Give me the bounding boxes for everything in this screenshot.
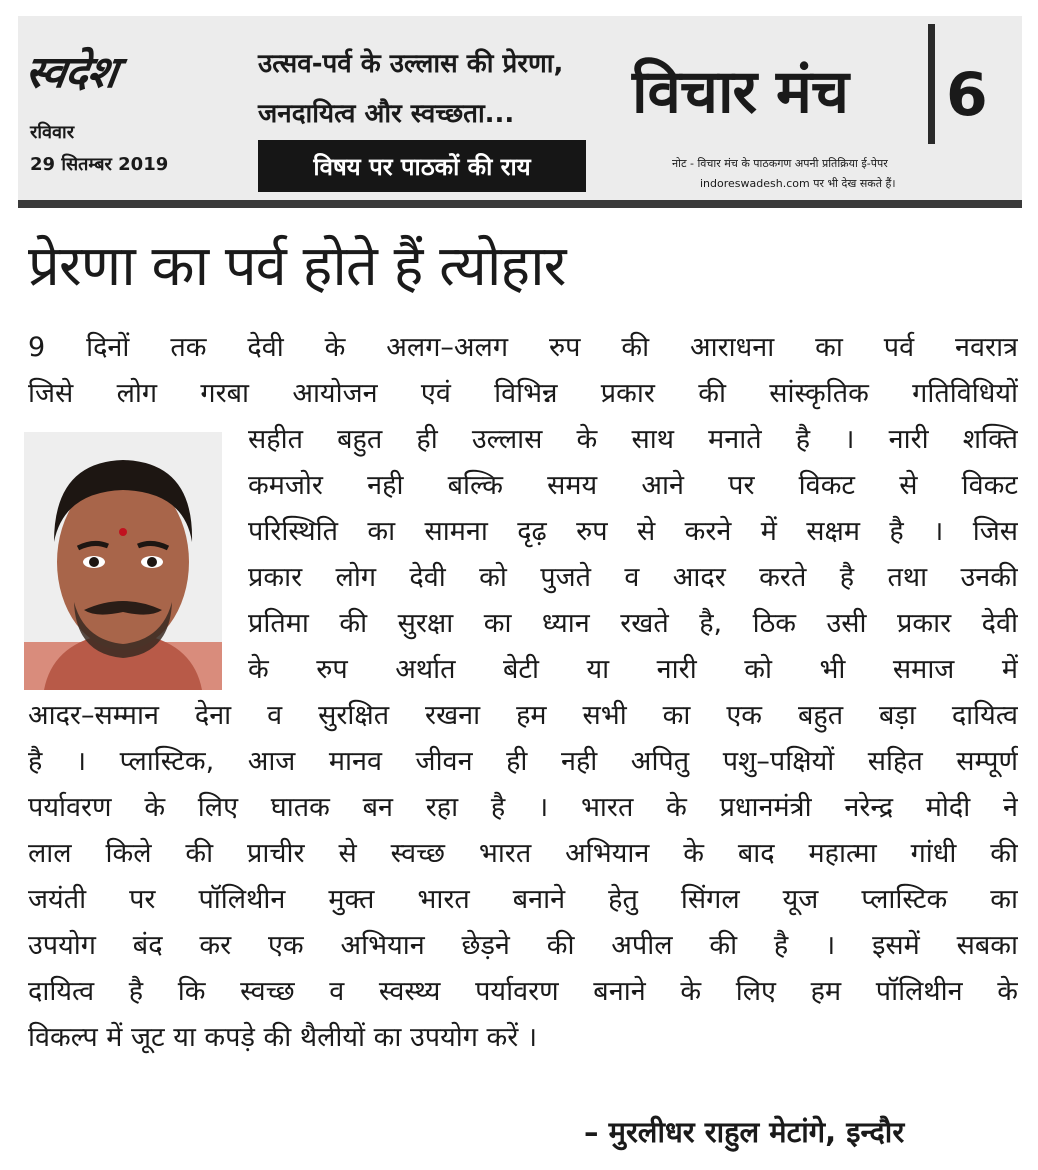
article-line: प्रकार लोग देवी को पुजते व आदर करते है तथा उनकी bbox=[248, 562, 1018, 593]
article-line: दायित्व है कि स्वच्छ व स्वस्थ्य पर्यावरण बनाने के लिए हम पॉलिथीन के bbox=[28, 976, 1018, 1007]
page-number: 6 bbox=[946, 60, 988, 130]
article-line: लाल किले की प्राचीर से स्वच्छ भारत अभियान के बाद महात्मा गांधी की bbox=[28, 838, 1018, 869]
reader-note-line2: indoreswadesh.com पर भी देख सकते हैं। bbox=[700, 177, 896, 190]
article-headline: प्रेरणा का पर्व होते हैं त्योहार bbox=[28, 234, 566, 299]
article-line: सहीत बहुत ही उल्लास के साथ मनाते है । नारी शक्ति bbox=[248, 424, 1018, 455]
theme-slogan-line2: जनदायित्व और स्वच्छता... bbox=[258, 99, 515, 129]
article-line: विकल्प में जूट या कपड़े की थैलीयों का उपयोग करें । bbox=[28, 1022, 538, 1053]
article-line: के रुप अर्थात बेटी या नारी को भी समाज में bbox=[248, 654, 1018, 685]
article-line: है । प्लास्टिक, आज मानव जीवन ही नही अपितु पशु–पक्षियों सहित सम्पूर्ण bbox=[28, 746, 1018, 777]
newspaper-logo: स्वदेश bbox=[22, 47, 121, 98]
article-line: आदर–सम्मान देना व सुरक्षित रखना हम सभी का एक बहुत बड़ा दायित्व bbox=[28, 700, 1018, 731]
article-line: प्रतिमा की सुरक्षा का ध्यान रखते है, ठिक उसी प्रकार देवी bbox=[248, 608, 1018, 639]
issue-date: 29 सितम्बर 2019 bbox=[30, 154, 169, 175]
section-divider bbox=[928, 24, 935, 144]
masthead-divider bbox=[18, 200, 1022, 208]
section-title: विचार मंच bbox=[632, 57, 848, 127]
author-portrait-icon bbox=[24, 432, 222, 690]
article-line: उपयोग बंद कर एक अभियान छेड़ने की अपील की है । इसमें सबका bbox=[28, 930, 1018, 961]
article-line: परिस्थिति का सामना दृढ़ रुप से करने में सक्षम है । जिस bbox=[248, 516, 1018, 547]
reader-note-line1: नोट - विचार मंच के पाठकगण अपनी प्रतिक्रिया ई-पेपर bbox=[672, 157, 888, 170]
article-line: कमजोर नही बल्कि समय आने पर विकट से विकट bbox=[248, 470, 1018, 501]
article-line: जिसे लोग गरबा आयोजन एवं विभिन्न प्रकार की सांस्कृतिक गतिविधियों bbox=[28, 378, 1018, 409]
topic-banner: विषय पर पाठकों की राय bbox=[258, 140, 586, 192]
issue-day: रविवार bbox=[30, 122, 75, 143]
theme-slogan-line1: उत्सव-पर्व के उल्लास की प्रेरणा, bbox=[258, 49, 564, 79]
article-line: पर्यावरण के लिए घातक बन रहा है । भारत के प्रधानमंत्री नरेन्द्र मोदी ने bbox=[28, 792, 1018, 823]
article-line: जयंती पर पॉलिथीन मुक्त भारत बनाने हेतु सिंगल यूज प्लास्टिक का bbox=[28, 884, 1018, 915]
author-photo bbox=[24, 432, 222, 690]
article-line: 9 दिनों तक देवी के अलग–अलग रुप की आराधना का पर्व नवरात्र bbox=[28, 332, 1018, 363]
author-signature: – मुरलीधर राहुल मेटांगे, इन्दौर bbox=[584, 1115, 905, 1149]
